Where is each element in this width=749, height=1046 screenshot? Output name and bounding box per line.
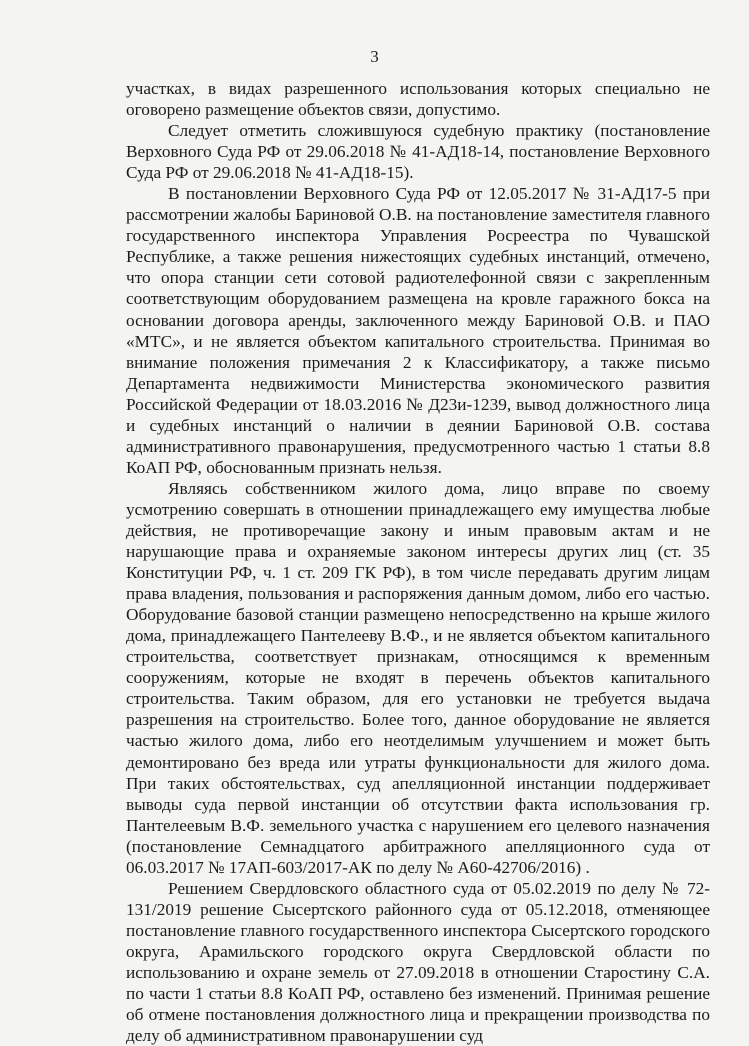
paragraph-sverdlovsk-court-ruling: Решением Свердловского областного суда от 05.02.2019 по делу № 72-131/2019 решение Сысертского районного суда от 05.12.2018, отменяющее постановление главного государственного инспектора Сысертского городского округа, Арамильского городского округа Свердловской области по использованию и охране земель от 27.09.2018 в отношении Старостину С.А. по части 1 статьи 8.8 КоАП РФ, оставлено без изменений. Принимая решение об отмене постановления должностного лица и прекращении производства по делу об административном правонарушении суд [126, 878, 710, 1046]
paragraph-supreme-court-ruling: В постановлении Верховного Суда РФ от 12.05.2017 № 31-АД17-5 при рассмотрении жалобы Бариновой О.В. на постановление заместителя главного государственного инспектора Управления Росреестра по Чувашской Республике, а также решения нижестоящих судебных инстанций, отмечено, что опора станции сети сотовой радиотелефонной связи с закрепленным соответствующим оборудованием размещена на кровле гаражного бокса на основании договора аренды, заключенного между Бариновой О.В. и ПАО «МТС», и не является объектом капитального строительства. Принимая во внимание положения примечания 2 к Классификатору, а также письмо Департамента недвижимости Министерства экономического развития Российской Федерации от 18.03.2016 № Д23и-1239, вывод должностного лица и судебных инстанций о наличии в деянии Бариновой О.В. состава административного правонарушения, предусмотренного частью 1 статьи 8.8 КоАП РФ, обоснованным признать нельзя. [126, 184, 710, 477]
document-body [126, 78, 710, 1046]
paragraph-house-owner-rights: Являясь собственником жилого дома, лицо вправе по своему усмотрению совершать в отношении принадлежащего ему имущества любые действия, не противоречащие закону и иным правовым актам и не нарушающие права и охраняемые законом интересы других лиц (ст. 35 Конституции РФ, ч. 1 ст. 209 ГК РФ), в том числе передавать другим лицам права владения, пользования и распоряжения данным домом, либо его частью. Оборудование базовой станции размещено непосредственно на крыше жилого дома, принадлежащего Пантелееву В.Ф., и не является объектом капитального строительства, соответствует признакам, относящимся к временным сооружениям, которые не входят в перечень объектов капитального строительства. Таким образом, для его установки не требуется выдача разрешения на строительство. Более того, данное оборудование не является частью жилого дома, либо его неотделимым улучшением и может быть демонтировано без вреда или утраты функциональности для жилого дома. При таких обстоятельствах, суд апелляционной инстанции поддерживает выводы суда первой инстанции об отсутствии факта использования гр. Пантелеевым В.Ф. земельного участка с нарушением его целевого назначения (постановление Семнадцатого арбитражного апелляционного суда от 06.03.2017 № 17АП-603/2017-АК по делу № А60-42706/2016) . [126, 478, 710, 877]
paragraph-continuation: участках, в видах разрешенного использования которых специально не оговорено размещение объектов связи, допустимо. [126, 79, 710, 120]
paragraph-judicial-practice: Следует отметить сложившуюся судебную практику (постановление Верховного Суда РФ от 29.06.2018 № 41-АД18-14, постановление Верховного Суда РФ от 29.06.2018 № 41-АД18-15). [126, 121, 710, 183]
page-number: 3 [370, 47, 379, 66]
